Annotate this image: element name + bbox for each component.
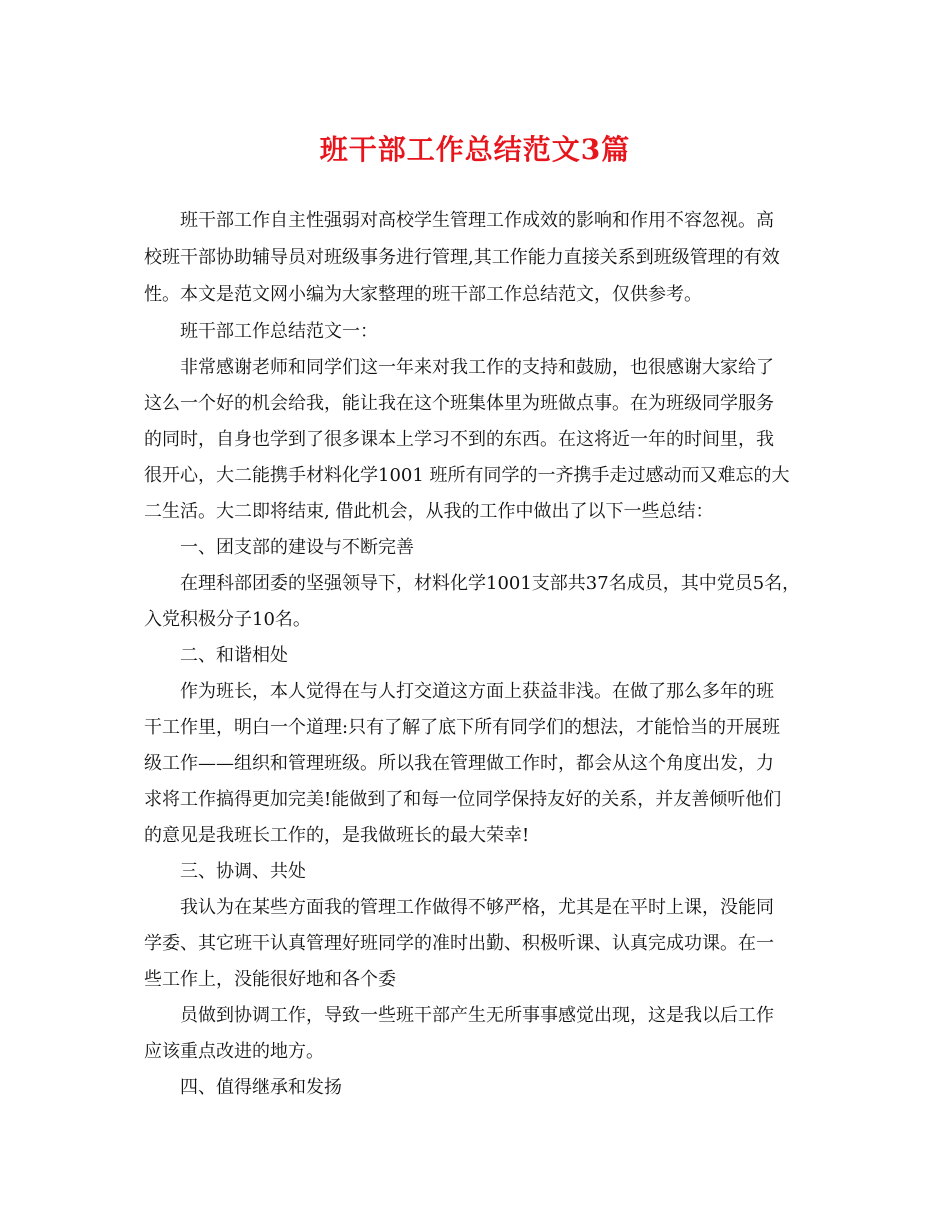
paragraph-line: 的同时，自身也学到了很多课本上学习不到的东西。在这将近一年的时间里，我	[144, 429, 774, 450]
section-heading: 三、协调、共处	[180, 861, 306, 882]
document-title: 班干部工作总结范文3篇	[319, 133, 631, 166]
paragraph-line: 入党积极分子10名。	[144, 609, 311, 630]
paragraph-line: 学委、其它班干认真管理好班同学的准时出勤、积极听课、认真完成功课。在一	[144, 933, 774, 954]
paragraph-line: 在理科部团委的坚强领导下，材料化学1001支部共37名成员，其中党员5名，	[180, 573, 801, 594]
section-heading: 二、和谐相处	[180, 645, 288, 666]
paragraph-line: 我认为在某些方面我的管理工作做得不够严格，尤其是在平时上课，没能同	[180, 897, 774, 918]
section-heading: 班干部工作总结范文一：	[180, 321, 378, 342]
paragraph-line: 很开心，大二能携手材料化学1001 班所有同学的一齐携手走过感动而又难忘的大	[144, 465, 790, 486]
paragraph-line: 级工作——组织和管理班级。所以我在管理做工作时，都会从这个角度出发，力	[144, 753, 774, 774]
paragraph-line: 应该重点改进的地方。	[144, 1041, 324, 1062]
paragraph-line: 性。本文是范文网小编为大家整理的班干部工作总结范文，仅供参考。	[144, 284, 702, 305]
paragraph-line: 求将工作搞得更加完美!能做到了和每一位同学保持友好的关系，并友善倾听他们	[144, 789, 782, 810]
paragraph-line: 非常感谢老师和同学们这一年来对我工作的支持和鼓励，也很感谢大家给了	[180, 357, 774, 378]
paragraph-line: 干工作里，明白一个道理:只有了解了底下所有同学们的想法，才能恰当的开展班	[144, 717, 781, 738]
paragraph-line: 的意见是我班长工作的，是我做班长的最大荣幸!	[144, 825, 530, 846]
paragraph-line: 二生活。大二即将结束, 借此机会，从我的工作中做出了以下一些总结：	[144, 501, 714, 522]
section-heading: 一、团支部的建设与不断完善	[180, 537, 414, 558]
paragraph-line: 些工作上，没能很好地和各个委	[144, 969, 396, 990]
paragraph-line: 校班干部协助辅导员对班级事务进行管理,其工作能力直接关系到班级管理的有效	[144, 247, 780, 268]
paragraph-line: 班干部工作自主性强弱对高校学生管理工作成效的影响和作用不容忽视。高	[180, 210, 774, 231]
section-heading: 四、值得继承和发扬	[180, 1077, 342, 1098]
paragraph-line: 这么一个好的机会给我，能让我在这个班集体里为班做点事。在为班级同学服务	[144, 393, 774, 414]
paragraph-line: 作为班长，本人觉得在与人打交道这方面上获益非浅。在做了那么多年的班	[180, 681, 774, 702]
paragraph-line: 员做到协调工作，导致一些班干部产生无所事事感觉出现，这是我以后工作	[180, 1005, 774, 1026]
